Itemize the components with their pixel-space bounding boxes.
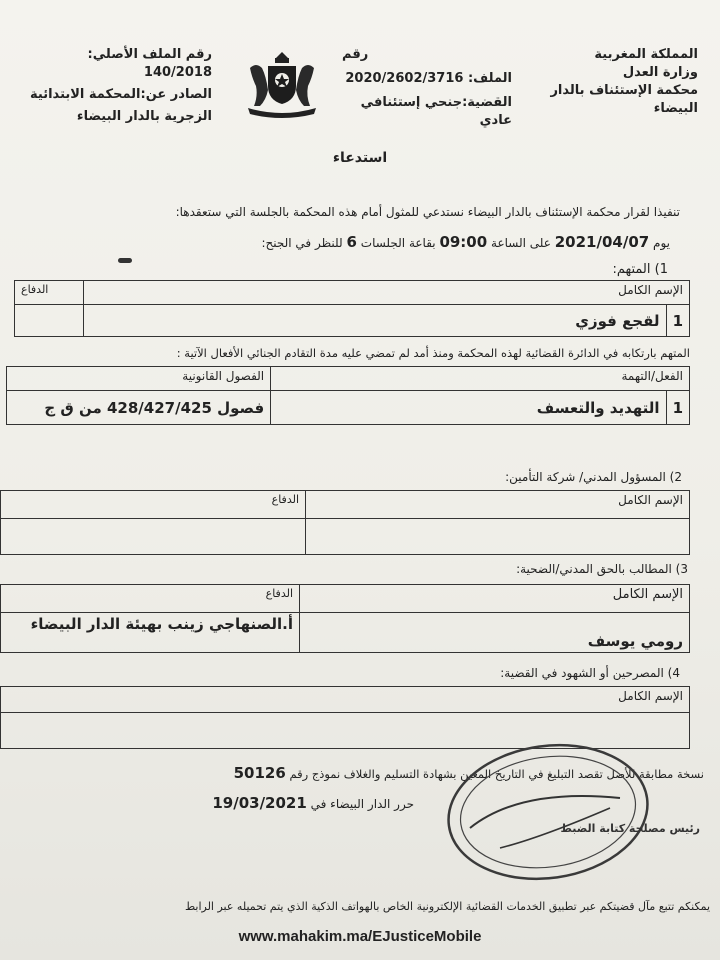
issued-by: الصادر عن:المحكمة الابتدائية	[30, 87, 212, 102]
day-label: يوم	[653, 236, 670, 250]
charge-act: التهديد والتعسف	[271, 391, 666, 425]
app-tracking-text: يمكنكم تتبع مآل قضيتكم عبر تطبيق الخدمات القضائية الإلكترونية الخاص بالهواتف الذكية الذي يتم تحميله عبر الرابط	[184, 900, 710, 913]
original-file-number: 140/2018	[143, 65, 212, 80]
time-label: على الساعة	[491, 236, 551, 250]
form-number: 50126	[233, 764, 286, 782]
civil-col-name: الإسم الكامل	[306, 491, 690, 519]
header-file-block	[342, 46, 512, 130]
kingdom-label: المملكة المغربية	[594, 47, 698, 62]
court-label-line1: محكمة الإستئناف بالدار	[550, 83, 698, 98]
civil-defense-cell	[1, 519, 306, 555]
header-ministry-block	[528, 46, 698, 118]
section1-number: 1)	[654, 262, 668, 277]
copy-text: نسخة مطابقة للأصل تقصد التبليغ في التاريخ المعين بشهادة التسليم والغلاف نموذج رقم	[289, 767, 704, 781]
hearing-purpose: للنظر في الجنح:	[261, 236, 343, 250]
accused-acts-text: المتهم بارتكابه في الدائرة القضائية لهذه المحكمة ومنذ أمد لم تمضي عليه مدة التقادم الجنائي الأفعال الآتية :	[176, 346, 690, 360]
case-type: القضية:جنحي إستئنافي عادي	[360, 95, 512, 128]
file-number: 2020/2602/3716	[345, 71, 464, 86]
hearing-date: 2021/04/07	[554, 233, 650, 251]
charges-table	[6, 366, 690, 425]
file-line-label: الملف:	[467, 71, 512, 86]
charge-law: فصول 428/427/425 من ق ج	[7, 391, 271, 425]
kingdom-emblem-icon	[242, 48, 322, 120]
accused-defense	[15, 305, 84, 337]
victim-table	[0, 584, 690, 653]
accused-row-index: 1	[666, 305, 689, 337]
witnesses-col-name: الإسم الكامل	[1, 687, 690, 713]
victim-defense: أ.الصنهاجي زينب بهيئة الدار البيضاء	[1, 613, 300, 653]
number-label: رقم	[342, 47, 369, 62]
original-file-label: رقم الملف الأصلي:	[87, 47, 212, 62]
written-at-label: حرر الدار البيضاء في	[310, 797, 414, 811]
header-original-file-block	[22, 46, 212, 126]
section4-label: المصرحين أو الشهود في القضية:	[500, 666, 664, 680]
ejustice-url: www.mahakim.ma/EJusticeMobile	[238, 928, 482, 945]
issuing-court: الزجرية بالدار البيضاء	[76, 109, 212, 124]
civil-col-defense: الدفاع	[1, 491, 306, 519]
victim-name: رومي يوسف	[300, 613, 690, 653]
ink-mark	[118, 258, 132, 263]
room-label: بقاعة الجلسات	[360, 236, 436, 250]
hearing-time: 09:00	[439, 233, 488, 251]
section4-heading	[500, 666, 680, 680]
section2-heading	[505, 470, 682, 484]
charges-col-law: الفصول القانونية	[7, 367, 271, 391]
written-at-line	[212, 794, 414, 812]
accused-name: لقجع فوزي	[84, 305, 666, 337]
section1-label: المتهم:	[612, 262, 651, 277]
section2-label: المسؤول المدني/ شركة التأمين:	[505, 470, 666, 484]
charge-row-index: 1	[666, 391, 689, 425]
section3-label: المطالب بالحق المدني/الضحية:	[516, 562, 672, 576]
victim-col-name: الإسم الكامل	[300, 585, 690, 613]
page-title: استدعاء	[332, 150, 388, 166]
accused-col-defense: الدفاع	[15, 281, 84, 305]
hearing-line	[261, 233, 670, 251]
accused-table	[14, 280, 690, 337]
written-at-date: 19/03/2021	[212, 794, 307, 812]
stamp-caption: رئيس مصلحة كتابة الضبط	[560, 822, 700, 835]
section3-number: 3)	[675, 562, 688, 576]
section3-heading	[516, 562, 688, 576]
section1-heading	[612, 262, 668, 277]
civil-name-cell	[306, 519, 690, 555]
intro-text: تنفيذا لقرار محكمة الإستئناف بالدار البيضاء نستدعي للمثول أمام هذه المحكمة بالجلسة التي ستعقدها:	[175, 205, 680, 219]
civil-liability-table	[0, 490, 690, 555]
charges-col-act: الفعل/التهمة	[271, 367, 690, 391]
hearing-room: 6	[346, 233, 357, 251]
accused-col-name: الإسم الكامل	[84, 281, 690, 305]
court-label-line2: البيضاء	[653, 101, 698, 116]
section2-number: 2)	[669, 470, 682, 484]
ministry-label: وزارة العدل	[622, 65, 698, 80]
victim-col-defense: الدفاع	[1, 585, 300, 613]
official-stamp-icon	[440, 738, 652, 888]
section4-number: 4)	[667, 666, 680, 680]
